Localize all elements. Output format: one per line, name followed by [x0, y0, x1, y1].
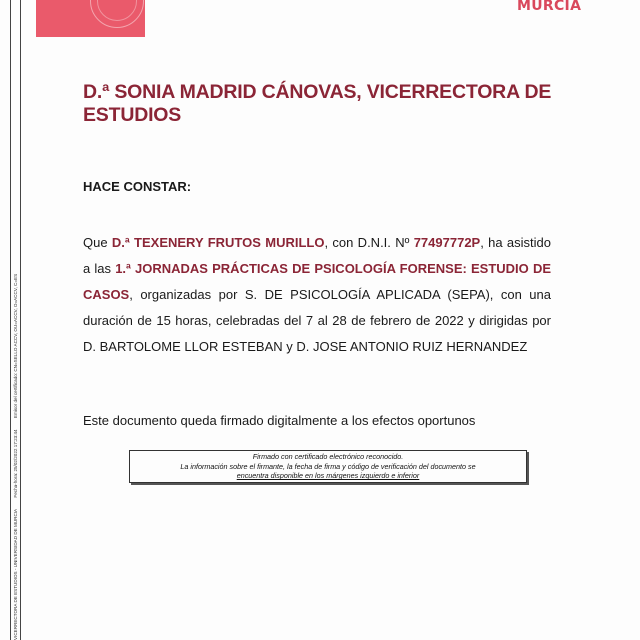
- body-text-4: , organizadas por S. DE PSICOLOGÍA APLICADA (SEPA), con una duración de 15 horas, celebradas del 7 al 28 de febrero de 2022 y dirigidas por D. BARTOLOME LLOR ESTEBAN y D. JOSE ANTONIO RUIZ HERNANDEZ: [83, 287, 551, 354]
- university-name: MURCIA: [517, 0, 582, 14]
- document-title: D.ª SONIA MADRID CÁNOVAS, VICERRECTORA DE ESTUDIOS: [83, 81, 552, 126]
- attendee-dni: 77497772P: [413, 235, 481, 250]
- course-name: 1.ª JORNADAS PRÁCTICAS DE PSICOLOGÍA FORENSE: ESTUDIO DE CASOS: [83, 261, 551, 302]
- signed-statement: Este documento queda firmado digitalmente a los efectos oportunos: [83, 413, 476, 428]
- university-seal-icon: [90, 0, 144, 28]
- hace-constar-heading: HACE CONSTAR:: [83, 179, 192, 194]
- signature-margin-info: [11, 80, 20, 640]
- signature-line-1: Firmado con certificado electrónico reconocido.: [252, 452, 404, 461]
- margin-datetime: Fecha-hora: 25/02/2022 17:23:44: [13, 429, 18, 498]
- signature-notice-box: [129, 450, 527, 483]
- margin-signer: VICERRECTORA DE ESTUDIOS - UNIVERSIDAD DE MURCIA: [13, 508, 18, 640]
- signature-line-2: La información sobre el firmante, la fecha de firma y código de verificación del documento se: [180, 461, 476, 471]
- university-logo: [36, 0, 145, 37]
- certificate-body: [83, 230, 551, 360]
- body-text-3: , ha asistido a las: [83, 235, 552, 276]
- signature-line-3: encuentra disponible en los márgenes izquierdo e inferior: [236, 471, 420, 480]
- margin-issuer: Emisor del certificado: CN=SELLO ACCV, OU=ACCV, O=ACCV, C=ES: [13, 273, 18, 419]
- body-text-2: , con D.N.I. Nº: [324, 235, 414, 250]
- body-text-1: Que: [83, 235, 112, 250]
- attendee-name: D.ª TEXENERY FRUTOS MURILLO: [111, 235, 325, 250]
- margin-rule-right: [20, 0, 21, 640]
